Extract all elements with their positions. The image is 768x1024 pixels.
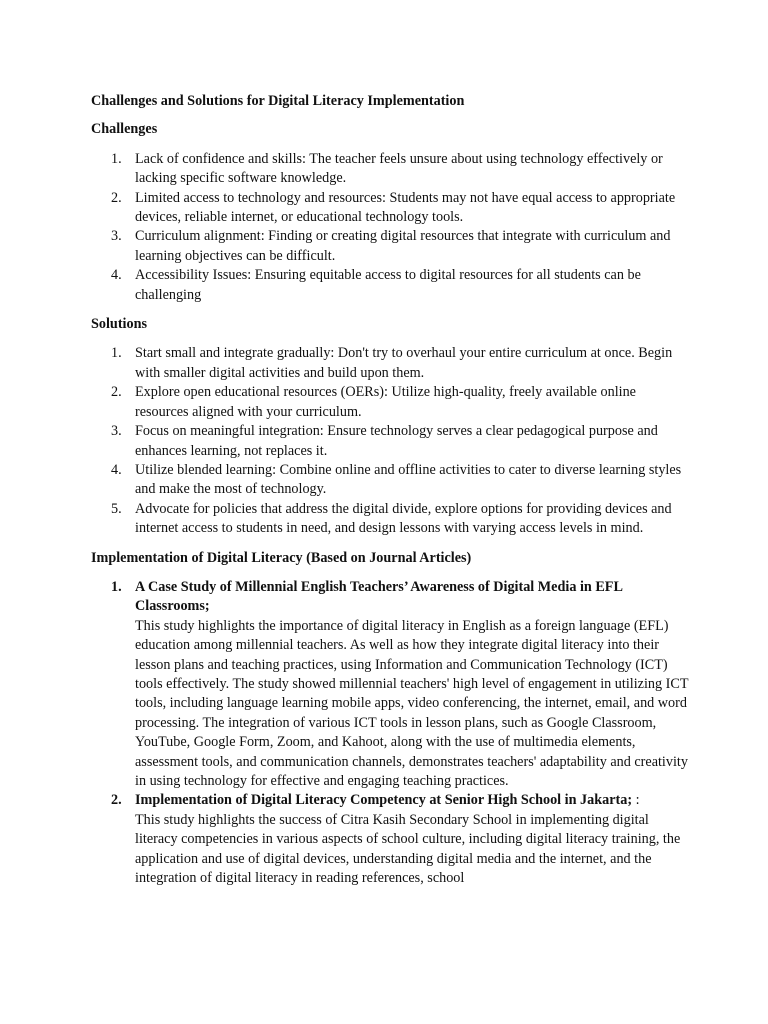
list-item: [91, 189, 691, 228]
item-number: 2.: [111, 792, 122, 809]
list-item: [91, 383, 691, 422]
challenges-heading: Challenges: [91, 121, 158, 138]
item-text: Advocate for policies that address the digital divide, explore options for providing devices and internet access to students in need, and design lessons with varying access levels in mind.: [135, 500, 672, 537]
item-text: Curriculum alignment: Finding or creating digital resources that integrate with curriculum and learning objectives can be difficult.: [135, 228, 671, 264]
item-number: 3.: [111, 423, 122, 440]
item-text: Explore open educational resources (OERs): Utilize high-quality, freely available online resources aligned with your curriculum.: [135, 384, 636, 420]
list-item: [91, 422, 691, 461]
solutions-list: [91, 344, 691, 538]
article-title: Implementation of Digital Literacy Competency at Senior High School in Jakarta;: [135, 792, 633, 809]
implementation-list: [91, 578, 691, 889]
item-text: Focus on meaningful integration: Ensure technology serves a clear pedagogical purpose and enhances learning, not replaces it.: [135, 423, 658, 459]
document-page: [91, 92, 691, 888]
article-summary: This study highlights the success of Citra Kasih Secondary School in implementing digital literacy competencies in various aspects of school culture, including digital literacy training, the application and use of digital devices, understanding digital media and the internet, and the integration of digital literacy in reading references, school: [135, 811, 681, 887]
item-number: 2.: [111, 189, 122, 206]
list-item: [91, 461, 691, 500]
item-number: 1.: [111, 578, 122, 595]
list-item: [91, 266, 691, 305]
article-title: A Case Study of Millennial English Teachers’ Awareness of Digital Media in EFL Classrooms;: [135, 578, 623, 615]
list-item: [91, 500, 691, 539]
document-title: Challenges and Solutions for Digital Literacy Implementation: [91, 93, 465, 109]
list-item: [91, 150, 691, 189]
item-text: Utilize blended learning: Combine online and offline activities to cater to diverse learning styles and make the most of technology.: [135, 461, 682, 498]
item-number: 1.: [111, 150, 122, 167]
item-number: 4.: [111, 461, 122, 478]
list-item: [91, 344, 691, 383]
solutions-heading: Solutions: [91, 316, 147, 333]
item-number: 4.: [111, 267, 122, 284]
article-title-suffix: :: [632, 792, 640, 809]
item-number: 2.: [111, 384, 122, 401]
item-text: Lack of confidence and skills: The teacher feels unsure about using technology effectively or lacking specific software knowledge.: [135, 150, 663, 187]
challenges-list: [91, 150, 691, 305]
item-text: Start small and integrate gradually: Don't try to overhaul your entire curriculum at once. Begin with smaller digital activities and build upon them.: [135, 345, 673, 381]
list-item: [91, 227, 691, 266]
item-text: Limited access to technology and resources: Students may not have equal access to appropriate devices, reliable internet, or educational technology tools.: [135, 189, 676, 226]
item-number: 3.: [111, 228, 122, 245]
item-number: 1.: [111, 345, 122, 362]
item-text: Accessibility Issues: Ensuring equitable access to digital resources for all students can be challenging: [135, 267, 641, 303]
item-number: 5.: [111, 500, 122, 517]
list-item: [91, 791, 691, 888]
list-item: [91, 578, 691, 791]
implementation-heading: Implementation of Digital Literacy (Based on Journal Articles): [91, 549, 472, 566]
article-summary: This study highlights the importance of digital literacy in English as a foreign language (EFL) education among millennial teachers. As well as how they integrate digital literacy into their lesson plans and teaching practices, using Information and Communication Technology (ICT) tools effectively. The study showed millennial teachers' high level of engagement in utilizing ICT tools, including language learning mobile apps, video conferencing, the internet, email, and word processing. The integration of various ICT tools in lesson plans, such as Google Classroom, YouTube, Google Form, Zoom, and Kahoot, along with the use of multimedia elements, assessment tools, and communication channels, demonstrates teachers' adaptability and creativity in using technology for effective and engaging teaching practices.: [135, 617, 689, 789]
